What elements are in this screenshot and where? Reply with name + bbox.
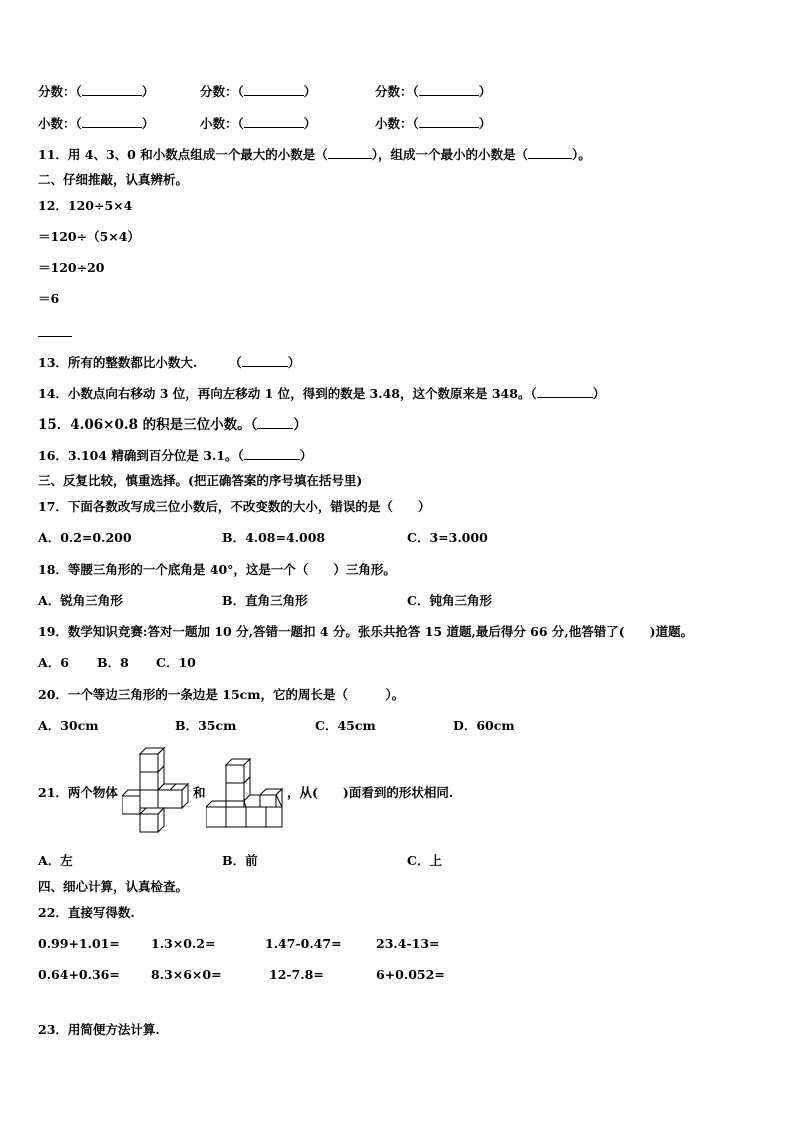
paren-close: ） bbox=[141, 84, 155, 99]
fraction-field-1 bbox=[38, 83, 154, 100]
q17-option-b[interactable]: B．4.08=4.008 bbox=[222, 530, 326, 545]
answer-blank[interactable] bbox=[82, 83, 142, 96]
paren-close: ） bbox=[141, 116, 155, 131]
answer-blank[interactable] bbox=[419, 83, 479, 96]
q21-option-c[interactable]: C．上 bbox=[407, 853, 442, 868]
q11-text: ），组成一个最小的小数是（ bbox=[371, 147, 528, 162]
answer-blank[interactable] bbox=[244, 83, 304, 96]
answer-blank[interactable] bbox=[242, 354, 288, 367]
answer-blank[interactable] bbox=[82, 115, 142, 128]
paren-close: ） bbox=[299, 448, 313, 463]
answer-blank[interactable] bbox=[257, 416, 293, 429]
decimal-label: 小数：（ bbox=[375, 116, 419, 131]
question-15 bbox=[38, 416, 307, 433]
q11-text: 11．用 4、3、0 和小数点组成一个最大的小数是（ bbox=[38, 147, 328, 162]
answer-blank[interactable] bbox=[537, 385, 593, 398]
q20-option-b[interactable]: B．35cm bbox=[175, 718, 237, 733]
q18-stem: 18．等腰三角形的一个底角是 40°，这是一个（ ）三角形。 bbox=[38, 562, 396, 577]
cube-figure-2 bbox=[206, 757, 288, 829]
paren-close: ） bbox=[293, 417, 307, 433]
paren-open: （ bbox=[229, 355, 242, 370]
decimal-label: 小数：（ bbox=[200, 116, 244, 131]
q20-stem: 20．一个等边三角形的一条边是 15cm，它的周长是（ ）。 bbox=[38, 687, 405, 702]
q19-stem: 19．数学知识竞赛:答对一题加 10 分,答错一题扣 4 分。张乐共抢答 15 道题,最后得分 66 分,他答错了( )道题。 bbox=[38, 624, 694, 639]
q22-stem: 22．直接写得数. bbox=[38, 905, 135, 920]
q14-text: 14．小数点向右移动 3 位，再向左移动 1 位，得到的数是 3.48，这个数原来是 348。（ bbox=[38, 386, 537, 401]
calc-item: 1.3×0.2= bbox=[151, 936, 216, 951]
fraction-label: 分数：（ bbox=[200, 84, 244, 99]
q21-option-b[interactable]: B．前 bbox=[222, 853, 258, 868]
q17-stem: 17．下面各数改写成三位小数后，不改变数的大小，错误的是（ ） bbox=[38, 499, 431, 514]
fraction-field-3 bbox=[375, 83, 491, 100]
answer-blank[interactable] bbox=[419, 115, 479, 128]
answer-blank[interactable] bbox=[328, 146, 372, 159]
answer-line[interactable] bbox=[38, 336, 72, 337]
q19-option-c[interactable]: C．10 bbox=[156, 655, 196, 670]
paren-close: ） bbox=[478, 84, 492, 99]
fraction-label: 分数：（ bbox=[38, 84, 82, 99]
q17-option-a[interactable]: A．0.2=0.200 bbox=[38, 530, 132, 545]
q16-text: 16．3.104 精确到百分位是 3.1。（ bbox=[38, 448, 244, 463]
q21-mid: 和 bbox=[193, 785, 206, 800]
answer-blank[interactable] bbox=[528, 146, 572, 159]
decimal-field-3 bbox=[375, 115, 491, 132]
q15-text: 15．4.06×0.8 的积是三位小数。（ bbox=[38, 417, 258, 433]
paren-close: ） bbox=[303, 116, 317, 131]
q12-line-2: ＝120÷（5×4） bbox=[38, 229, 140, 244]
calc-item: 12-7.8= bbox=[269, 967, 324, 982]
paren-close: ） bbox=[478, 116, 492, 131]
q20-option-a[interactable]: A．30cm bbox=[38, 718, 99, 733]
decimal-field-2 bbox=[200, 115, 316, 132]
fraction-label: 分数：（ bbox=[375, 84, 419, 99]
answer-blank[interactable] bbox=[244, 115, 304, 128]
q19-option-a[interactable]: A．6 bbox=[38, 655, 69, 670]
decimal-field-1 bbox=[38, 115, 154, 132]
paren-close: ） bbox=[303, 84, 317, 99]
calc-item: 6+0.052= bbox=[376, 967, 445, 982]
section-3-heading: 三、反复比较，慎重选择。(把正确答案的序号填在括号里) bbox=[38, 473, 363, 488]
paren-close: ） bbox=[592, 386, 606, 401]
decimal-label: 小数：（ bbox=[38, 116, 82, 131]
q12-line-3: ＝120÷20 bbox=[38, 260, 105, 275]
section-4-heading: 四、细心计算，认真检查。 bbox=[38, 879, 189, 894]
q12-line-4: ＝6 bbox=[38, 291, 60, 306]
q21-prefix: 21．两个物体 bbox=[38, 785, 118, 800]
answer-blank[interactable] bbox=[244, 447, 300, 460]
q18-option-c[interactable]: C．钝角三角形 bbox=[407, 593, 492, 608]
q21-option-a[interactable]: A．左 bbox=[38, 853, 73, 868]
calc-item: 1.47-0.47= bbox=[265, 936, 342, 951]
calc-item: 0.64+0.36= bbox=[38, 967, 120, 982]
question-16 bbox=[38, 447, 312, 464]
calc-item: 0.99+1.01= bbox=[38, 936, 120, 951]
q13-text: 13．所有的整数都比小数大. bbox=[38, 355, 198, 370]
question-13 bbox=[38, 354, 300, 371]
question-14 bbox=[38, 385, 605, 402]
fraction-field-2 bbox=[200, 83, 316, 100]
calc-item: 23.4-13= bbox=[376, 936, 440, 951]
q20-option-c[interactable]: C．45cm bbox=[315, 718, 376, 733]
q18-option-a[interactable]: A．锐角三角形 bbox=[38, 593, 123, 608]
q20-option-d[interactable]: D．60cm bbox=[453, 718, 515, 733]
calc-item: 8.3×6×0= bbox=[151, 967, 222, 982]
cube-figure-1 bbox=[122, 746, 194, 836]
section-2-heading: 二、仔细推敲，认真辨析。 bbox=[38, 172, 189, 187]
paren-close: ） bbox=[287, 355, 301, 370]
q17-option-c[interactable]: C．3=3.000 bbox=[407, 530, 488, 545]
q21-suffix: ，从( )面看到的形状相同. bbox=[287, 785, 454, 800]
q23-stem: 23．用简便方法计算. bbox=[38, 1022, 160, 1037]
question-11 bbox=[38, 146, 591, 163]
q12-line-1: 12．120÷5×4 bbox=[38, 198, 133, 213]
q19-option-b[interactable]: B．8 bbox=[97, 655, 129, 670]
q11-text: ）。 bbox=[571, 147, 591, 162]
q18-option-b[interactable]: B．直角三角形 bbox=[222, 593, 308, 608]
